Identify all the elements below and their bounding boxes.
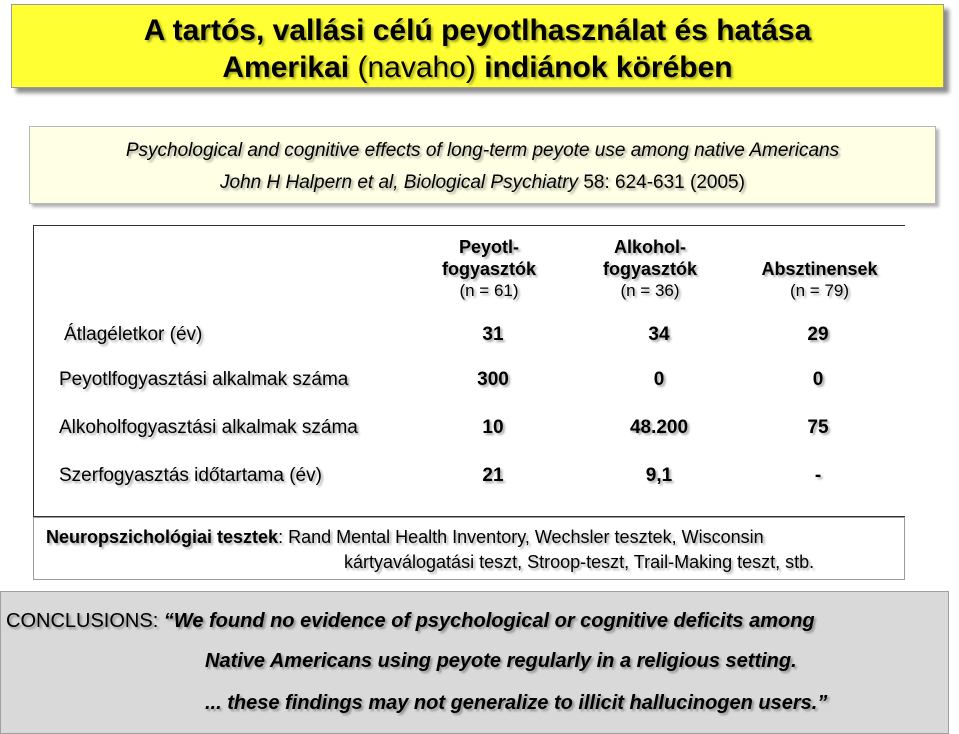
cell-age-peyote: 31 (482, 324, 504, 345)
cell-peyote-use-abstinent: 0 (812, 369, 824, 390)
citation-authors: John H Halpern et al, Biological Psychiatry (220, 172, 584, 193)
conclusions-line1 (6, 610, 815, 633)
citation-volume: 58: 624-631 (2005) (583, 172, 745, 193)
cell-duration-peyote: 21 (482, 465, 504, 486)
title-line2-thin: (navaho) (349, 51, 485, 84)
title-line2-b: indiánok körében (484, 51, 733, 84)
neuro-label: Neuropszichológiai tesztek (46, 527, 279, 547)
cell-peyote-use-alcohol: 0 (653, 369, 665, 390)
col0-line1: Peyotl- (458, 237, 519, 257)
neuropsych-tests-box (33, 517, 905, 580)
reference-citation (30, 167, 935, 199)
col1-n: (n = 36) (620, 281, 680, 300)
col0-n: (n = 61) (459, 281, 519, 300)
reference-box (29, 126, 936, 204)
column-header-abstinent (747, 258, 892, 302)
row-label-age: Átlagéletkor (év) (64, 324, 203, 345)
comparison-table (33, 225, 905, 517)
col1-line2: fogyasztók (602, 259, 698, 279)
col1-line1: Alkohol- (614, 237, 686, 257)
neuro-text1: : Rand Mental Health Inventory, Wechsler tesztek, Wisconsin (278, 527, 764, 547)
title-line2-a: Amerikai (222, 51, 350, 84)
column-header-peyote (429, 236, 549, 302)
title-line1: A tartós, vallási célú peyotlhasználat és hatása (143, 14, 812, 47)
row-label-duration: Szerfogyasztás időtartama (év) (59, 465, 322, 486)
conclusions-line3: ... these findings may not generalize to illicit hallucinogen users.” (205, 692, 828, 714)
reference-title: Psychological and cognitive effects of long-term peyote use among native Americans (125, 140, 840, 161)
cell-duration-alcohol: 9,1 (645, 465, 673, 486)
title-box (11, 4, 944, 88)
row-label-alcohol-use: Alkoholfogyasztási alkalmak száma (59, 417, 358, 438)
conclusions-box (0, 591, 949, 734)
conclusions-label: CONCLUSIONS: (6, 610, 159, 632)
cell-alcohol-use-alcohol: 48.200 (629, 417, 689, 438)
cell-alcohol-use-peyote: 10 (482, 417, 504, 438)
cell-peyote-use-peyote: 300 (477, 369, 509, 390)
neuro-text2: kártyaválogatási teszt, Stroop-teszt, Trail-Making teszt, stb. (344, 552, 815, 572)
conclusions-quote-start: “We found no evidence of psychological or cognitive deficits among (158, 610, 815, 632)
row-label-peyote-use: Peyotlfogyasztási alkalmak száma (59, 369, 349, 390)
conclusions-line2: Native Americans using peyote regularly in a religious setting. (205, 650, 797, 672)
title-line2 (12, 49, 943, 86)
neuro-line1 (46, 525, 904, 550)
cell-age-alcohol: 34 (648, 324, 670, 345)
column-header-alcohol (590, 236, 710, 302)
cell-alcohol-use-abstinent: 75 (807, 417, 829, 438)
col2-line1: Absztinensek (761, 259, 878, 279)
col0-line2: fogyasztók (441, 259, 537, 279)
cell-age-abstinent: 29 (807, 324, 829, 345)
col2-n: (n = 79) (789, 281, 850, 300)
cell-duration-abstinent: - (814, 465, 822, 486)
